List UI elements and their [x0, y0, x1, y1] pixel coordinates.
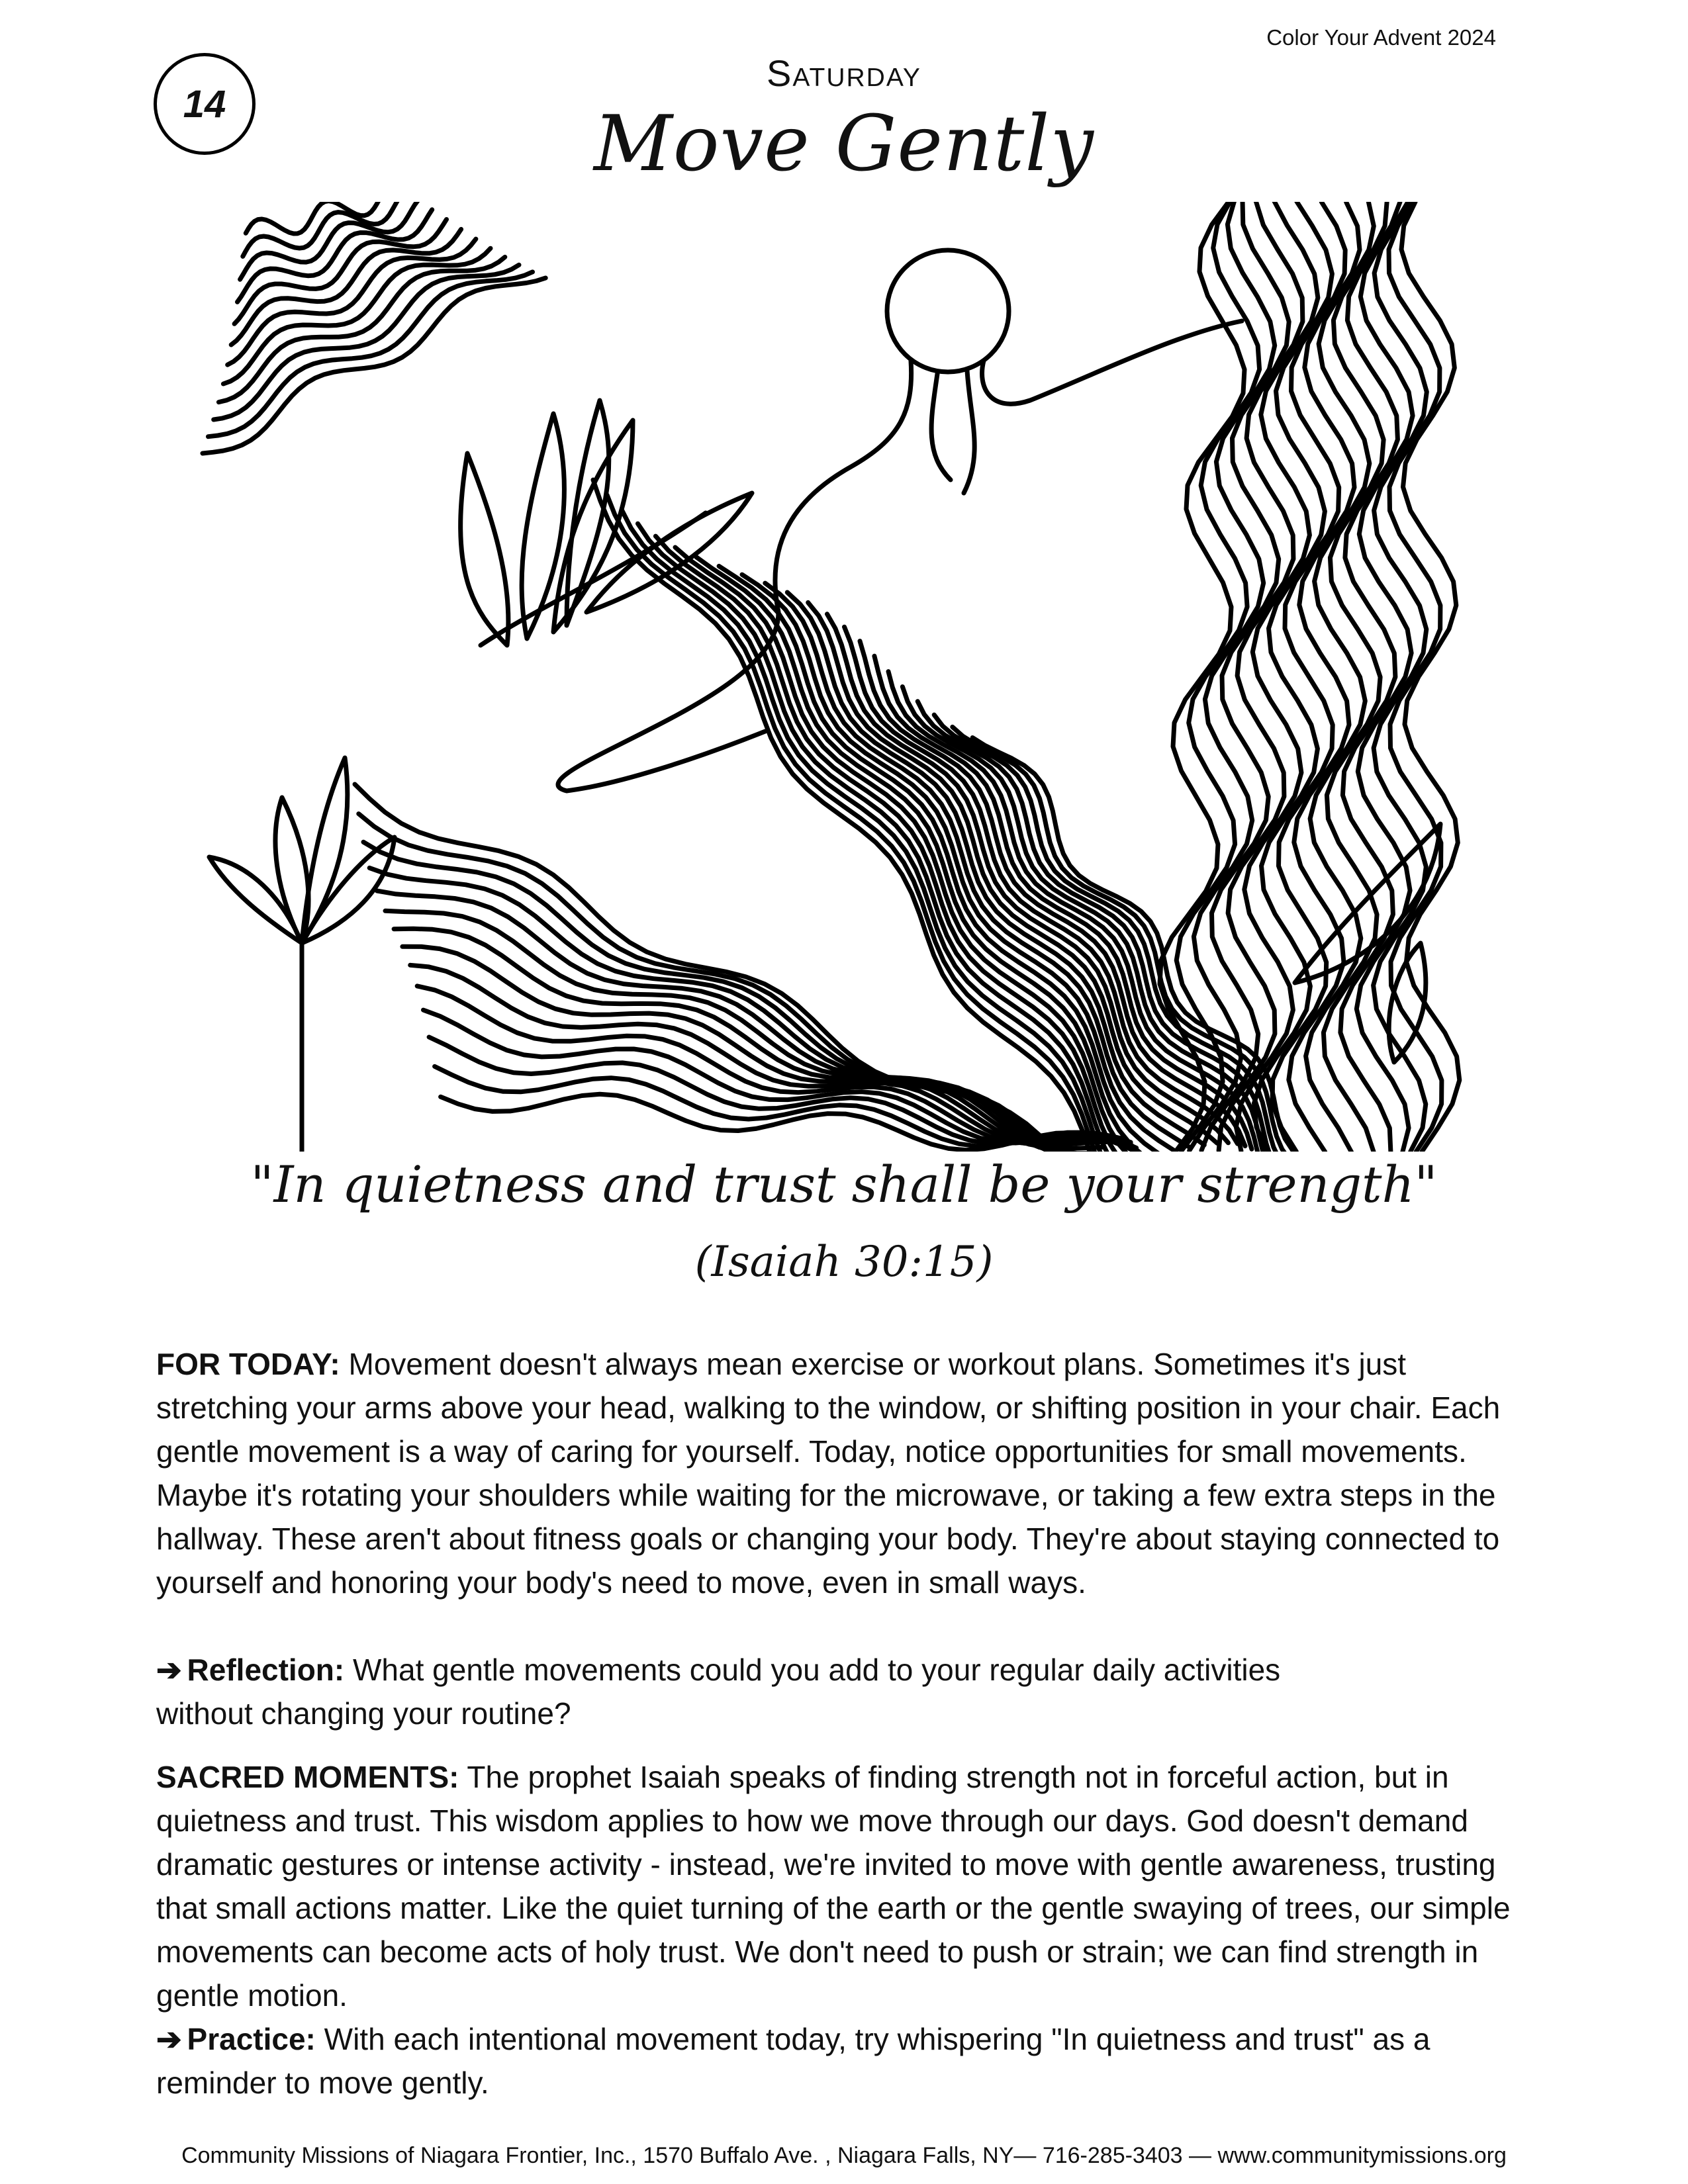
footer-contact: Community Missions of Niagara Frontier, Inc., 1570 Buffalo Ave. , Niagara Falls, NY— 716-285-3403 — www.communitymissions.org [181, 2143, 1507, 2168]
page-title: Move Gently [594, 99, 1094, 189]
scripture-citation: (Isaiah 30:15) [694, 1238, 994, 1287]
reflection-text: What gentle movements could you add to your regular daily activities without changing your routine? [156, 1653, 1281, 1731]
wave-lines-top-left [203, 202, 545, 453]
sacred-moments-paragraph [156, 1755, 1540, 2017]
series-title: Color Your Advent 2024 [1266, 25, 1496, 50]
for-today-paragraph [156, 1342, 1540, 1604]
scripture-quote: "In quietness and trust shall be your strength" [250, 1155, 1438, 1214]
reflection-paragraph [156, 1648, 1282, 1735]
sacred-moments-label: SACRED MOMENTS: [156, 1760, 459, 1794]
for-today-text: Movement doesn't always mean exercise or workout plans. Sometimes it's just stretching your arms above your head, walking to the window, or shifting position in your chair. Each gentle movement is a way of caring for yourself. Today, notice opportunities for small movements. Maybe it's rotating your shoulders while waiting for the microwave, or taking a few extra steps in the hallway. These aren't about fitness goals or changing your body. They're about staying connected to yourself and honoring your body's need to move, even in small ways. [156, 1347, 1501, 1600]
weekday-heading: Saturday [767, 52, 921, 94]
reflection-label: Reflection: [187, 1653, 345, 1687]
arrow-right-icon: ➔ [156, 2022, 182, 2056]
arrow-right-icon: ➔ [156, 1653, 182, 1687]
practice-paragraph [156, 2017, 1540, 2105]
day-number: 14 [183, 82, 226, 126]
coloring-illustration-icon [196, 202, 1470, 1152]
practice-text: With each intentional movement today, try whispering "In quietness and trust" as a reminder to move gently. [156, 2022, 1430, 2100]
sacred-moments-text: The prophet Isaiah speaks of finding strength not in forceful action, but in quietness and trust. This wisdom applies to how we move through our days. God doesn't demand dramatic gestures or intense activity - instead, we're invited to move with gentle awareness, trusting that small actions matter. Like the quiet turning of the earth or the gentle swaying of trees, our simple movements can become acts of holy trust. We don't need to push or strain; we can find strength in gentle motion. [156, 1760, 1511, 2013]
for-today-label: FOR TODAY: [156, 1347, 340, 1381]
practice-label: Practice: [187, 2022, 316, 2056]
leaf-stem-lower-left-icon [209, 758, 395, 1152]
wave-line [1176, 202, 1259, 1151]
wave-lines-right [1160, 202, 1460, 1152]
wave-lines-figure-robe [355, 480, 1302, 1152]
wave-line [1219, 202, 1303, 1151]
